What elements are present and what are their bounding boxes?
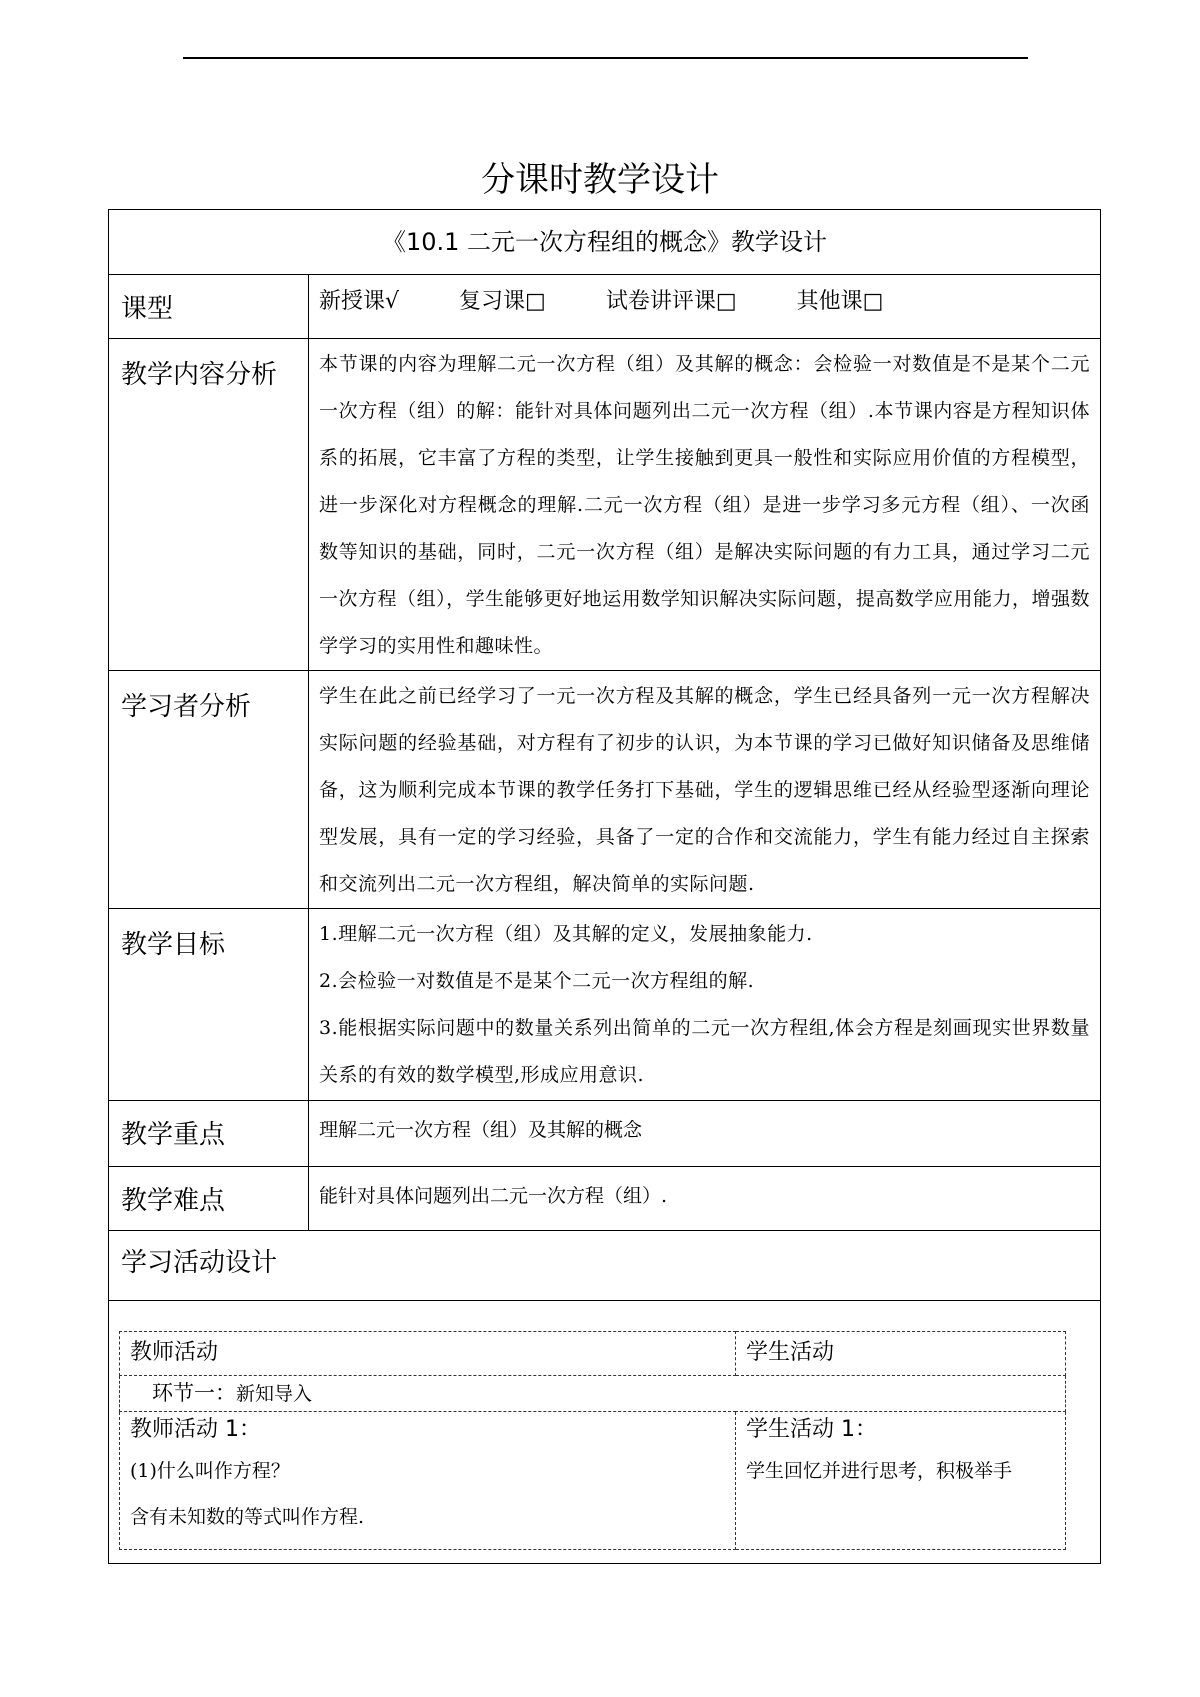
content-analysis-text: 本节课的内容为理解二元一次方程（组）及其解的概念：会检验一对数值是不是某个二元一次方程（组）的解：能针对具体问题列出二元一次方程（组）.本节课内容是方程知识体系的拓展，它丰富了方程的类型，让学生接触到更具一般性和实际应用价值的方程模型，进一步深化对方程概念的理解.二元一次方程（组）是进一步学习多元方程（组）、一次函数等知识的基础，同时，二元一次方程（组）是解决实际问题的有力工具，通过学习二元一次方程（组），学生能够更好地运用数学知识解决实际问题，提高数学应用能力，增强数学学习的实用性和趣味性。 <box>319 353 1091 657</box>
objectives-label: 教学目标 <box>121 930 226 960</box>
student-activity-cell <box>736 1412 1066 1550</box>
teacher-activity-header: 教师活动 <box>120 1332 736 1376</box>
header-rule <box>183 57 1028 59</box>
objectives-label-cell <box>109 909 309 1101</box>
difficulty-label: 教学难点 <box>121 1186 226 1216</box>
activity-design-header-cell <box>109 1231 1101 1301</box>
activity-design-cell <box>109 1301 1101 1564</box>
segment-title: 新知导入 <box>236 1383 313 1405</box>
activity-design-area <box>109 1301 1100 1563</box>
teacher-question: (1)什么叫作方程？ <box>130 1460 290 1482</box>
difficulty-cell <box>309 1167 1101 1231</box>
student-activity-header: 学生活动 <box>736 1332 1066 1376</box>
key-point-cell <box>309 1101 1101 1167</box>
course-type-other: 其他课□ <box>796 289 884 314</box>
course-type-options <box>309 275 1100 317</box>
key-point-text: 理解二元一次方程（组）及其解的概念 <box>319 1119 643 1141</box>
course-type-exam-review: 试卷讲评课□ <box>605 289 737 314</box>
learner-analysis-text: 学生在此之前已经学习了一元一次方程及其解的概念，学生已经具备列一元一次方程解决实际问题的经验基础，对方程有了初步的认识，为本节课的学习已做好知识储备及思维储备，这为顺利完成本节课的教学任务打下基础，学生的逻辑思维已经从经验型逐渐向理论型发展，具有一定的学习经验，具备了一定的合作和交流能力，学生有能力经过自主探索和交流列出二元一次方程组，解决简单的实际问题. <box>319 685 1091 895</box>
segment-row <box>120 1376 1066 1412</box>
teacher-activity-title: 教师活动 1： <box>130 1417 261 1442</box>
course-type-label: 课型 <box>121 294 174 324</box>
key-point-label: 教学重点 <box>121 1120 226 1150</box>
course-type-cell <box>309 275 1101 339</box>
key-point-label-cell <box>109 1101 309 1167</box>
content-analysis-label: 教学内容分析 <box>121 360 278 390</box>
objectives-cell <box>309 909 1101 1101</box>
activity-design-label: 学习活动设计 <box>121 1248 278 1278</box>
course-type-review: 复习课□ <box>459 289 546 314</box>
course-type-new: 新授课√ <box>319 289 400 314</box>
segment-label: 环节一： <box>152 1381 236 1405</box>
objectives-list <box>309 909 1100 1099</box>
difficulty-text: 能针对具体问题列出二元一次方程（组）. <box>319 1185 668 1207</box>
learner-analysis-cell <box>309 671 1101 909</box>
lesson-design-table <box>108 209 1101 1564</box>
objective-item: 3.能根据实际问题中的数量关系列出简单的二元一次方程组,体会方程是刻画现实世界数量关系的有效的数学模型,形成应用意识. <box>319 1017 1091 1086</box>
student-activity-text: 学生回忆并进行思考，积极举手 <box>746 1460 1013 1482</box>
content-analysis-label-cell <box>109 339 309 671</box>
learner-analysis-label-cell <box>109 671 309 909</box>
lesson-title: 《10.1 二元一次方程组的概念》教学设计 <box>109 210 1101 275</box>
learner-analysis-label: 学习者分析 <box>121 692 252 722</box>
course-type-label-cell <box>109 275 309 339</box>
teacher-answer: 含有未知数的等式叫作方程. <box>130 1506 365 1528</box>
objective-item: 1.理解二元一次方程（组）及其解的定义，发展抽象能力. <box>319 923 813 945</box>
content-analysis-cell <box>309 339 1101 671</box>
objective-item: 2.会检验一对数值是不是某个二元一次方程组的解. <box>319 970 755 992</box>
activity-table <box>119 1331 1066 1550</box>
difficulty-label-cell <box>109 1167 309 1231</box>
document-title: 分课时教学设计 <box>481 160 719 200</box>
teacher-activity-cell <box>120 1412 736 1550</box>
student-activity-title: 学生活动 1： <box>746 1417 877 1442</box>
